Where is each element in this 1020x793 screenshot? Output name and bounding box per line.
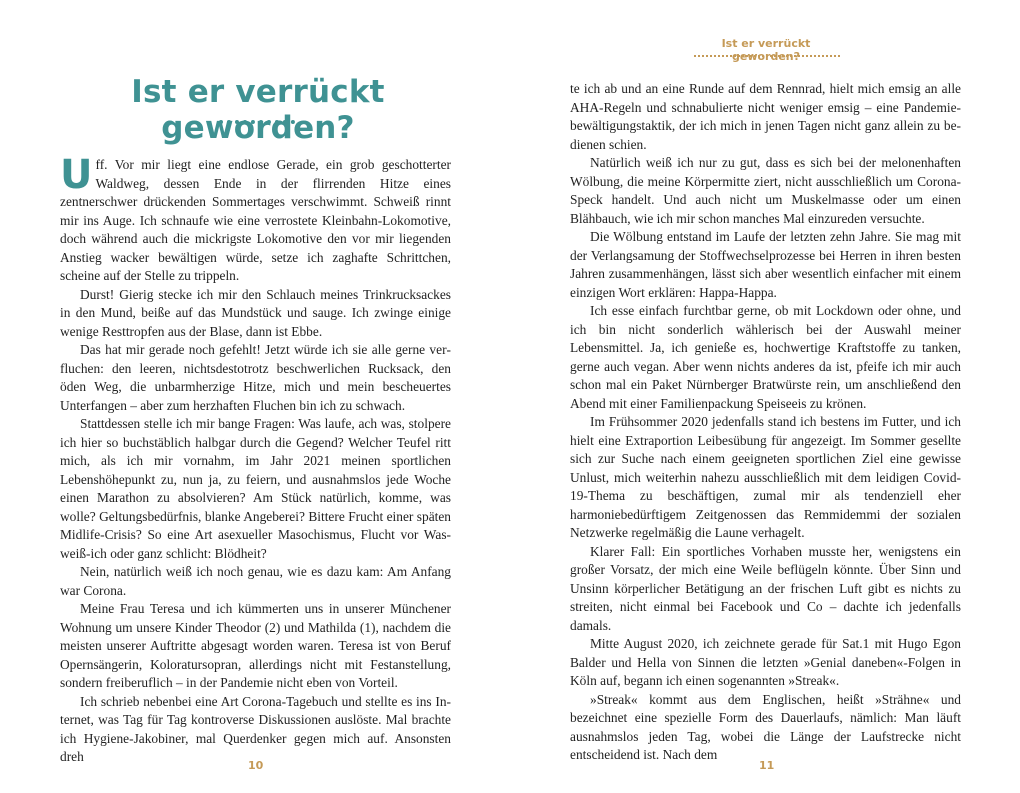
paragraph: te ich ab und an eine Runde auf dem Rennrad, hielt mich emsig an alle AHA-Regeln und schnabulierte nicht weniger emsig – eine Pandemiebewältigungstaktik, der ich mich in jenen Tagen nicht ganz allein zu bedienen schien. bbox=[570, 81, 961, 152]
paragraph: Das hat mir gerade noch gefehlt! Jetzt würde ich sie alle gerne verfluchen: den leeren, nichtsdestotrotz beschwerlichen Rucksack, den öden Weg, die unbarmherzige Hitze, mich und mein bescheuertes Unterfangen – aber zum herzhaften Fluchen bin ich zu schwach. bbox=[60, 342, 451, 413]
paragraph: Die Wölbung entstand im Laufe der letzten zehn Jahre. Sie mag mit der Verlangsamung der Stoffwechselprozesse bei Herren in ihren besten Jahren zusammenhängen, lässt sich aber wesentlich einfacher mit einem einzigen Wort erklären: Happa-Happa. bbox=[570, 229, 961, 300]
paragraph-text: ff. Vor mir liegt eine endlose Gerade, ein grob geschotterter Waldweg, dessen Ende in der flirrenden Hitze eines zentnerschwer drückenden Sommertages verschwimmt. Schweiß rinnt mir ins Auge. Ich schnaufe wie eine verrostete Kleinbahn-Lokomotive, doch während auch die mickrigste Lokomotive den vor mir liegenden Anstieg wacker bewältigen würde, setze ich zaghafte Schrittchen, scheine auf der Stelle zu trippeln. bbox=[60, 157, 451, 283]
paragraph: Stattdessen stelle ich mir bange Fragen: Was laufe, ach was, stolpere ich hier so buchstäblich halbgar durch die Gegend? Welcher Teufel ritt mich, als ich mir vornahm, im Jahr 2021 meinen sportlichen Lebenshöhepunkt zu, nun ja, zu feiern, und ausnahmslos jede Woche einen Marathon zu absolvieren? Am Stück natürlich, komme, was wolle? Geltungsbedürfnis, blanke Angeberei? Bittere Frucht einer späten Midlife-Crisis? So eine Art asexueller Masochismus, Flucht vor Was-weiß-ich oder ganz schlicht: Blödheit? bbox=[60, 416, 451, 561]
paragraph: »Streak« kommt aus dem Englischen, heißt »Strähne« und bezeichnet eine spezielle Form des Dauerlaufs, nämlich: Man läuft ausnahmslos jeden Tag, wobei die Länge der Laufstrecke nicht entscheidend ist. Nach dem bbox=[570, 691, 961, 762]
page-number: 11 bbox=[759, 759, 775, 772]
running-head-dotted-rule bbox=[694, 55, 840, 57]
paragraph: Ich esse einfach furchtbar gerne, ob mit Lockdown oder ohne, und ich bin nicht sonderlich wählerisch bei der Auswahl meiner Lebensmittel. Ja, ich genieße es, hochwertige Kraftstoffe zu tanken, gerne auch vegan. Aber wenn nichts anderes da ist, pfeife ich mir auch schon mal ein Paket Nürnberger Bratwürste rein, um anschließend den Abend mit einer Familienpackung Speiseeis zu krönen. bbox=[570, 303, 961, 411]
paragraph: Mitte August 2020, ich zeichnete gerade für Sat.1 mit Hugo Egon Balder und Hella von Sinnen die letzten »Genial daneben«-Folgen in Köln auf, begann ich einen sogenannten »Streak«. bbox=[570, 636, 961, 688]
running-head: Ist er verrückt geworden? bbox=[721, 37, 811, 63]
paragraph: Nein, natürlich weiß ich noch genau, wie es dazu kam: Am Anfang war Corona. bbox=[60, 564, 451, 598]
paragraph: Klarer Fall: Ein sportliches Vorhaben musste her, wenigstens ein großer Vorsatz, der mich eine Weile beflügeln könnte. Über Sinn und Unsinn körperlicher Betätigung an der frischen Luft gibt es nichts zu streiten, nicht einmal bei Facebook und Co – dachte ich jedenfalls damals. bbox=[570, 543, 961, 633]
left-body-text bbox=[60, 152, 451, 767]
right-body-text bbox=[570, 80, 961, 765]
page-number: 10 bbox=[248, 759, 264, 772]
paragraph: Ich schrieb nebenbei eine Art Corona-Tagebuch und stellte es ins Internet, was Tag für Tag kontroverse Diskussionen auslöste. Mal brachte ich Hygiene-Jakobiner, mal Querdenker gegen mich auf. Ansonsten dreh bbox=[60, 693, 451, 764]
paragraph: Meine Frau Teresa und ich kümmerten uns in unserer Münchener Wohnung um unsere Kinder Theodor (2) und Mathilda (1), nachdem die meisten unserer Auftritte abgesagt worden waren. Teresa ist von Beruf Opernsängerin, Koloratursopran, allerdings nicht mit Festanstellung, sondern freiberuflich – in der Pandemie nicht eben von Vorteil. bbox=[60, 601, 451, 690]
paragraph: Im Frühsommer 2020 jedenfalls stand ich bestens im Futter, und ich hielt eine Extraportion Leibesübung für angezeigt. Im Sommer gesellte sich zur Suche nach einem geeigneten sportlichen Ziel eine gewisse Unlust, mich weiterhin nahezu ausschließlich mit dem leidigen Covid-19-Thema zu beschäftigen, zumal mir als tendenziell eher harmoniebedürftigem Zeitgenossen das Remmidemmi der sozialen Netzwerke regelmäßig die Laune verhagelt. bbox=[570, 414, 961, 540]
paragraph: Durst! Gierig stecke ich mir den Schlauch meines Trinkrucksackes in den Mund, beiße auf das Mundstück und sauge. Ich zwinge einige wenige Resttropfen aus der Blase, dann ist Ebbe. bbox=[60, 286, 451, 339]
drop-cap: U bbox=[60, 152, 93, 198]
paragraph bbox=[60, 152, 451, 286]
title-dotted-ornament bbox=[219, 120, 295, 124]
paragraph: Natürlich weiß ich nur zu gut, dass es sich bei der melonenhaften Wölbung, die meine Körpermitte ziert, nicht ausschließlich um Corona-Speck handelt. Und auch nicht um Muskelmasse oder um einen Blähbauch, wie ich mir schon manches Mal einzureden versuchte. bbox=[570, 155, 961, 226]
chapter-title: Ist er verrückt geworden? bbox=[131, 74, 385, 146]
